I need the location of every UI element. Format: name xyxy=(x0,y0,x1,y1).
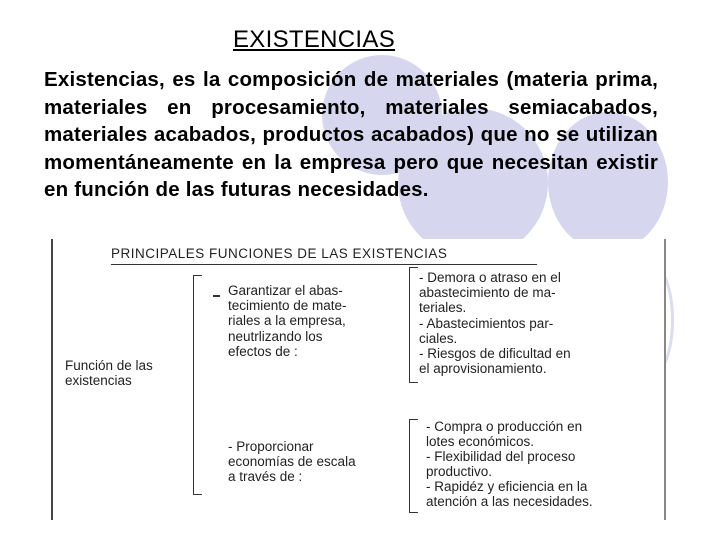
dash-marker xyxy=(213,295,220,297)
functions-diagram xyxy=(51,239,666,520)
page-title: EXISTENCIAS xyxy=(233,26,396,53)
diagram-heading: PRINCIPALES FUNCIONES DE LAS EXISTENCIAS xyxy=(111,246,448,261)
definition-paragraph: Existencias, es la composición de materiales (materia prima, materiales en procesamiento, materiales semiacabados, materiales acabados, productos acabados) que no se utilizan momentáneamente en la empresa pero que necesitan existir en función de las futuras necesidades. xyxy=(44,68,658,201)
sub-brace xyxy=(409,419,418,513)
list-item: - Flexibilidad del proceso productivo. xyxy=(426,449,576,480)
main-brace xyxy=(193,275,202,495)
list-item: - Compra o producción en lotes económicos. xyxy=(426,419,583,450)
list-item: - Demora o atraso en el abastecimiento de ma- teriales. xyxy=(419,270,561,316)
branch-text: Garantizar el abas- tecimiento de mate- riales a la empresa, neutrlizando los efectos de : xyxy=(228,283,347,359)
list-item: - Riesgos de dificultad en el aprovisionamiento. xyxy=(419,346,571,377)
diagram-root-label: Función de las existencias xyxy=(65,358,153,389)
branch-text: - Proporcionar economías de escala a través de : xyxy=(228,439,356,485)
heading-underline xyxy=(111,264,537,265)
list-item: - Rapidéz y eficiencia en la atención a las necesidades. xyxy=(426,479,593,510)
list-item: - Abastecimientos par- ciales. xyxy=(419,316,554,347)
sub-brace xyxy=(409,267,418,383)
